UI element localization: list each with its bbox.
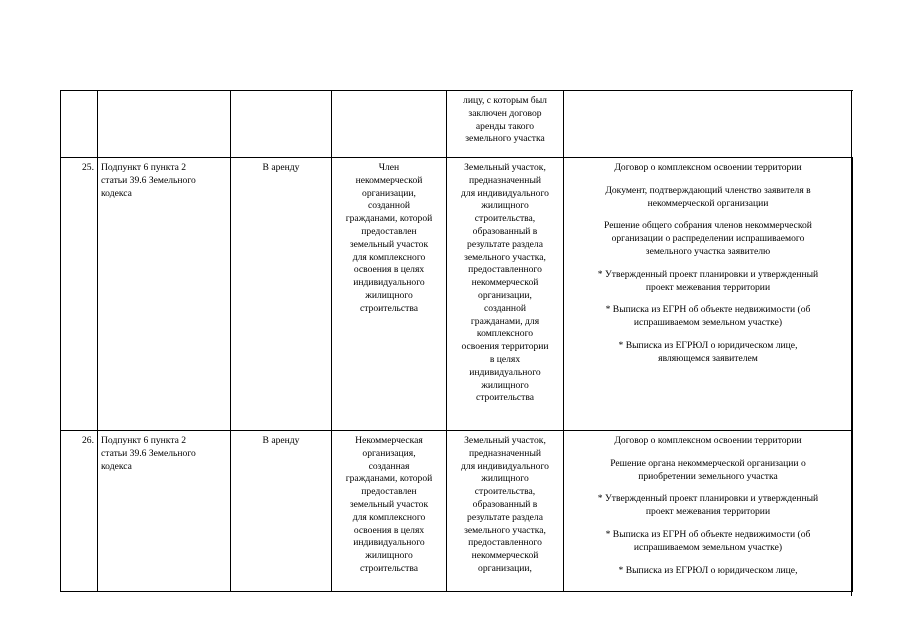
grant-type-text: В аренду: [262, 162, 300, 173]
legal-basis-text: Подпункт 6 пункта 2 статьи 39.6 Земельного кодекса: [101, 162, 196, 199]
row-number: 25.: [82, 162, 94, 173]
row-number: 26.: [82, 435, 94, 446]
land-plot-text: Земельный участок, предназначенный для индивидуального жилищного строительства, образованный в результате раздела земельного участка, предоставленного некоммерческой организации, созданной гражданами, для комплексного освоения территории в целях индивидуального жилищного строительства: [461, 162, 549, 404]
land-plot-cell: [447, 431, 564, 592]
document-item: Решение органа некоммерческой организации о приобретении земельного участка: [610, 457, 806, 482]
legal-basis-text: Подпункт 6 пункта 2 статьи 39.6 Земельного кодекса: [101, 435, 196, 472]
applicant-cell: [332, 91, 447, 158]
table-row: [61, 158, 853, 431]
document-item: Договор о комплексном освоении территории: [614, 162, 802, 173]
documents-cell: [564, 158, 853, 431]
legal-basis-cell: [98, 158, 231, 431]
land-grant-table: [60, 90, 853, 592]
documents-cell: [564, 431, 853, 592]
document-item: Документ, подтверждающий членство заявителя в некоммерческой организации: [605, 184, 811, 209]
document-item: * Выписка из ЕГРЮЛ о юридическом лице,: [618, 564, 798, 576]
land-plot-text: лицу, с которым был заключен договор аренды такого земельного участка: [463, 95, 547, 145]
land-plot-cell: [447, 158, 564, 431]
document-item: * Выписка из ЕГРН об объекте недвижимости (об испрашиваемом земельном участке): [605, 304, 811, 329]
document-item: * Выписка из ЕГРН об объекте недвижимости (об испрашиваемом земельном участке): [605, 528, 811, 553]
table-row-continued: [61, 91, 853, 158]
applicant-cell: [332, 431, 447, 592]
grant-type-cell: [231, 431, 332, 592]
applicant-text: Некоммерческая организация, созданная гражданами, которой предоставлен земельный участок для комплексного освоения в целях индивидуального жилищного строительства: [345, 435, 433, 574]
document-item: * Выписка из ЕГРЮЛ о юридическом лице, являющемся заявителем: [618, 339, 798, 364]
applicant-cell: [332, 158, 447, 431]
grant-type-cell: [231, 158, 332, 431]
row-number-cell: [61, 158, 98, 431]
documents-cell: [564, 91, 853, 158]
document-item: Решение общего собрания членов некоммерческой организации о распределении испрашиваемого земельного участка заявителю: [604, 220, 812, 257]
land-plot-cell: [447, 91, 564, 158]
legal-basis-cell: [98, 431, 231, 592]
table-row: [61, 431, 853, 592]
grant-type-cell: [231, 91, 332, 158]
land-plot-text: Земельный участок, предназначенный для индивидуального жилищного строительства, образованный в результате раздела земельного участка, предоставленного некоммерческой организации,: [461, 435, 549, 574]
applicant-text: Член некоммерческой организации, созданной гражданами, которой предоставлен земельный участок для комплексного освоения в целях индивидуального жилищного строительства: [345, 162, 433, 314]
row-number-cell: [61, 431, 98, 592]
document-item: Договор о комплексном освоении территории: [614, 435, 802, 446]
table-right-border: [851, 90, 852, 596]
legal-basis-cell: [98, 91, 231, 158]
document-item: * Утвержденный проект планировки и утвержденный проект межевания территории: [597, 493, 819, 518]
grant-type-text: В аренду: [262, 435, 300, 446]
row-number-cell: [61, 91, 98, 158]
document-item: * Утвержденный проект планировки и утвержденный проект межевания территории: [597, 268, 819, 293]
